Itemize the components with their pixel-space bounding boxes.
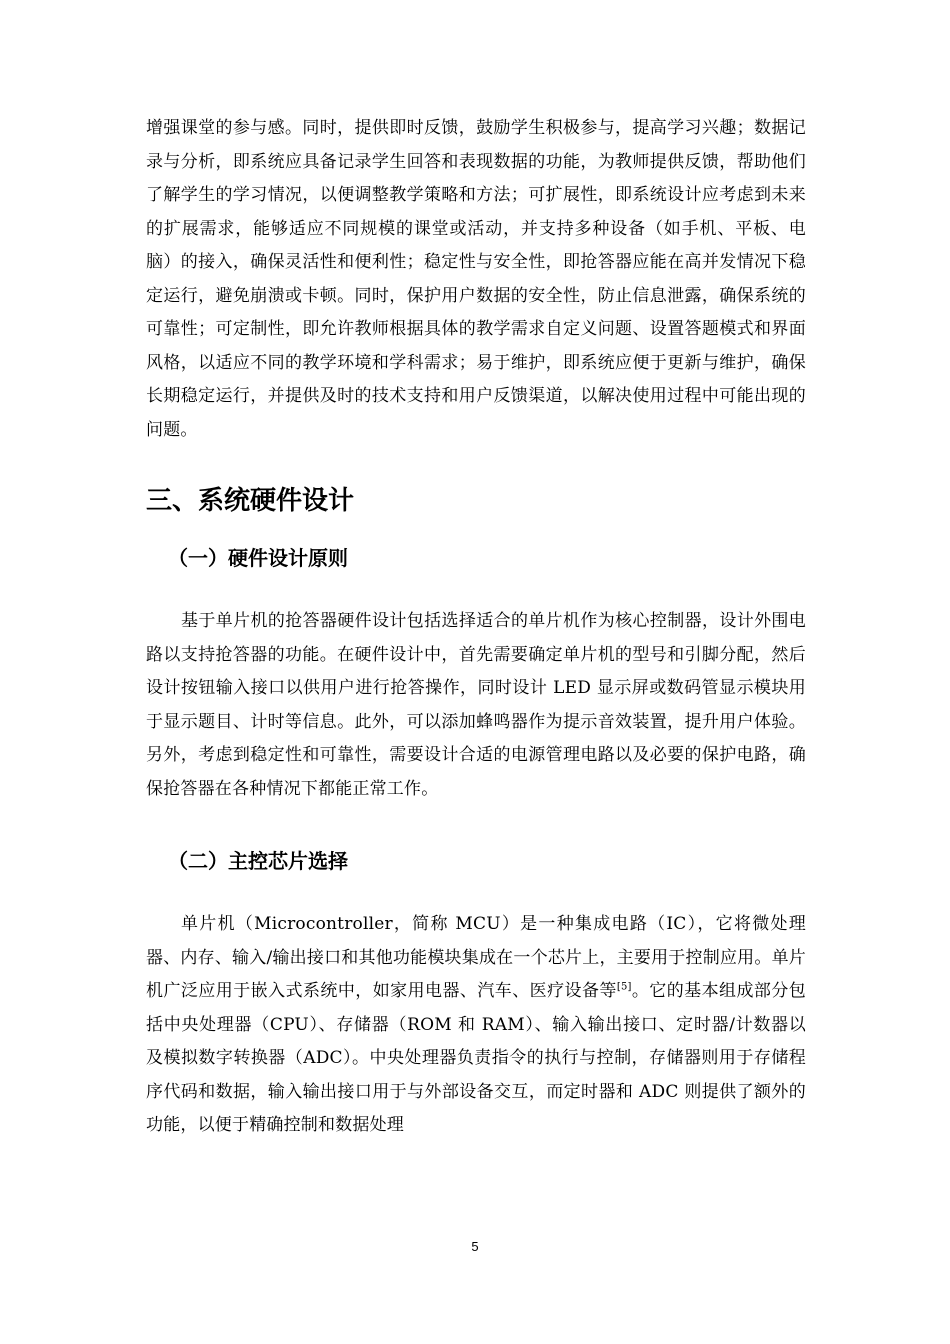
subsection-heading-chip-selection: （二）主控芯片选择	[168, 849, 348, 873]
page-number: 5	[471, 1239, 479, 1254]
paragraph-chip-selection-text-1: 单片机（Microcontroller，简称 MCU）是一种集成电路（IC），它将微处理器、内存、输入/输出接口和其他功能模块集成在一个芯片上，主要用于控制应用。单片机广泛应用于嵌入式系统中，如家用电器、汽车、医疗设备等	[146, 914, 806, 1001]
subsection-heading-principles: （一）硬件设计原则	[168, 546, 348, 570]
spacer	[146, 575, 806, 605]
spacer	[146, 806, 806, 824]
page-body	[146, 112, 806, 1143]
paragraph-chip-selection-text-2: 。它的基本组成部分包括中央处理器（CPU）、存储器（ROM 和 RAM）、输入输出接口、定时器/计数器以及模拟数字转换器（ADC）。中央处理器负责指令的执行与控制，存储器则用于存储程序代码和数据，输入输出接口用于与外部设备交互，而定时器和 ADC 则提供了额外的功能，以便于精确控制和数据处理	[146, 981, 806, 1135]
paragraph-intro-continuation: 增强课堂的参与感。同时，提供即时反馈，鼓励学生积极参与，提高学习兴趣；数据记录与分析，即系统应具备记录学生回答和表现数据的功能，为教师提供反馈，帮助他们了解学生的学习情况，以便调整教学策略和方法；可扩展性，即系统设计应考虑到未来的扩展需求，能够适应不同规模的课堂或活动，并支持多种设备（如手机、平板、电脑）的接入，确保灵活性和便利性；稳定性与安全性，即抢答器应能在高并发情况下稳定运行，避免崩溃或卡顿。同时，保护用户数据的安全性，防止信息泄露，确保系统的可靠性；可定制性，即允许教师根据具体的教学需求自定义问题、设置答题模式和界面风格，以适应不同的教学环境和学科需求；易于维护，即系统应便于更新与维护，确保长期稳定运行，并提供及时的技术支持和用户反馈渠道，以解决使用过程中可能出现的问题。	[146, 118, 806, 440]
section-heading: 三、系统硬件设计	[146, 486, 355, 516]
spacer	[146, 878, 806, 908]
paragraph-chip-selection	[146, 908, 806, 1143]
paragraph-hardware-principles: 基于单片机的抢答器硬件设计包括选择适合的单片机作为核心控制器，设计外围电路以支持抢答器的功能。在硬件设计中，首先需要确定单片机的型号和引脚分配，然后设计按钮输入接口以供用户进行抢答操作，同时设计 LED 显示屏或数码管显示模块用于显示题目、计时等信息。此外，可以添加蜂鸣器作为提示音效装置，提升用户体验。另外，考虑到稳定性和可靠性，需要设计合适的电源管理电路以及必要的保护电路，确保抢答器在各种情况下都能正常工作。	[146, 611, 806, 799]
citation-reference: [5]	[616, 981, 632, 993]
